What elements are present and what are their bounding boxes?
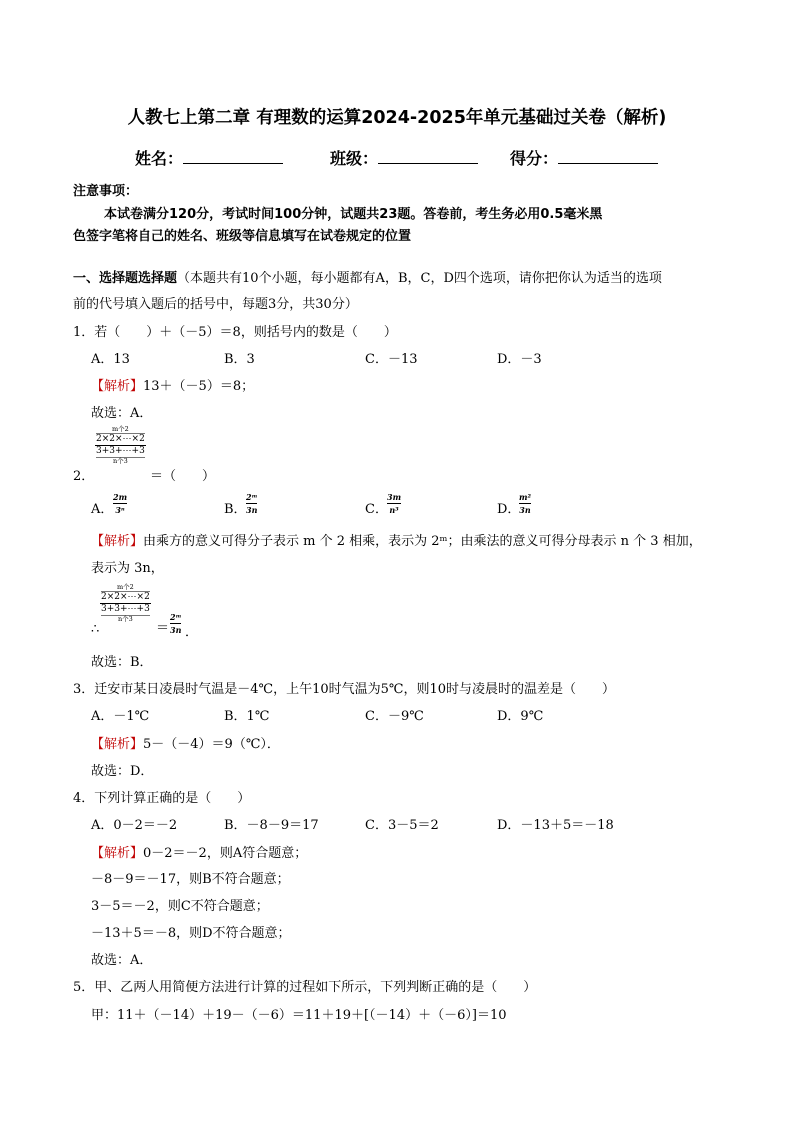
q2-option-d: D． — [497, 502, 521, 517]
class-blank[interactable] — [378, 149, 478, 164]
q2-option-c-frac — [387, 492, 401, 515]
section-1-header — [73, 267, 662, 286]
section-1-desc-2: 前的代号填入题后的括号中，每题3分，共30分） — [73, 297, 358, 312]
q2-option-c: C． — [365, 502, 388, 517]
notice-line-1: 本试卷满分120分，考试时间100分钟，试题共23题。答卷前，考生务必用0.5毫米黑 — [104, 207, 603, 222]
page-title: 人教七上第二章 有理数的运算2024-2025年单元基础过关卷（解析) — [127, 108, 667, 128]
q2-c-den: n³ — [389, 505, 399, 515]
q3-analysis — [91, 733, 280, 752]
class-label: 班级： — [330, 149, 379, 168]
q4-option-d: D．－13＋5＝－18 — [497, 818, 614, 833]
q2-repeat-n-label: n个3 — [117, 615, 133, 623]
q1-analysis — [91, 375, 254, 394]
q2-option-a: A． — [91, 502, 114, 517]
q2-option-d-frac — [519, 492, 531, 515]
q4-analysis-line-2: －8－9＝－17，则B不符合题意； — [91, 872, 290, 887]
q2-denominator: 3+3+⋯+3 — [96, 446, 145, 456]
q2-result-num: 2ᵐ — [170, 612, 182, 622]
q3-analysis-tag: 【解析】 — [91, 737, 144, 752]
q3-option-d: D．9℃ — [497, 709, 544, 724]
q2-n-label: n个3 — [112, 457, 128, 465]
q3-answer: 故选：D． — [91, 764, 154, 779]
q3-option-c: C．－9℃ — [365, 709, 424, 724]
q2-therefore: ∴ — [91, 622, 100, 637]
q1-analysis-text: 13＋（－5）＝8； — [143, 379, 255, 394]
q2-equals: ＝ — [156, 621, 170, 636]
q2-a-num: 2m — [113, 492, 128, 502]
q3-option-a: A．－1℃ — [91, 709, 150, 724]
score-field — [510, 146, 658, 169]
q2-b-num: 2ᵐ — [246, 492, 258, 502]
q2-analysis-line-1: 由乘方的意义可得分子表示 m 个 2 相乘，表示为 2ᵐ；由乘法的意义可得分母表示 n 个 3 相加， — [143, 534, 702, 549]
q2-numerator: 2×2×⋯×2 — [96, 434, 145, 444]
q2-option-b: B． — [224, 502, 247, 517]
q5-line-1: 甲：11＋（－14）＋19－（－6）＝11＋19＋[（－14）＋（－6）]＝10 — [91, 1008, 507, 1023]
q5-stem: 5．甲、乙两人用简便方法进行计算的过程如下所示，下列判断正确的是（ ） — [73, 980, 537, 995]
q2-result-den: 3n — [170, 625, 182, 635]
section-1-heading: 一、选择题选择题 — [73, 271, 178, 286]
q2-analysis-tag: 【解析】 — [91, 534, 144, 549]
q4-analysis-line-4: －13＋5＝－8，则D不符合题意； — [91, 926, 291, 941]
q2-result-frac — [170, 612, 181, 635]
notice-heading: 注意事项： — [73, 184, 139, 199]
q4-analysis-tag: 【解析】 — [91, 846, 144, 861]
q1-answer: 故选：A． — [91, 406, 153, 421]
q2-analysis — [91, 530, 702, 549]
q4-analysis-line-3: 3－5＝－2，则C不符合题意； — [91, 899, 269, 914]
q2-repeat-denominator: 3+3+⋯+3 — [101, 604, 150, 614]
score-label: 得分： — [510, 149, 559, 168]
q4-stem: 4．下列计算正确的是（ ） — [73, 791, 251, 806]
q2-option-b-frac — [246, 492, 257, 515]
name-label: 姓名： — [135, 149, 184, 168]
q1-option-c: C．－13 — [365, 352, 418, 367]
q2-expression — [95, 426, 146, 465]
q2-number: 2． — [73, 469, 95, 484]
q2-repeat-m-label: m个2 — [117, 583, 134, 591]
section-1-desc-1: （本题共有10个小题，每小题都有A，B，C，D四个选项，请你把你认为适当的选项 — [177, 271, 662, 286]
q4-option-b: B．－8－9＝17 — [224, 818, 319, 833]
name-blank[interactable] — [183, 149, 283, 164]
q2-analysis-line-2: 表示为 3n， — [91, 561, 164, 576]
q2-expression-repeat — [100, 584, 151, 623]
q2-a-den: 3ⁿ — [115, 505, 125, 515]
notice-line-2: 色签字笔将自己的姓名、班级等信息填写在试卷规定的位置 — [73, 229, 412, 244]
q3-option-b: B．1℃ — [224, 709, 270, 724]
q4-option-c: C．3－5＝2 — [365, 818, 439, 833]
name-field — [135, 146, 283, 169]
q1-option-a: A．13 — [91, 352, 130, 367]
q2-d-den: 3n — [519, 505, 531, 515]
q4-analysis — [91, 842, 307, 861]
q2-answer: 故选：B． — [91, 655, 153, 670]
q2-repeat-numerator: 2×2×⋯×2 — [101, 592, 150, 602]
q1-analysis-tag: 【解析】 — [91, 379, 144, 394]
q2-option-a-frac — [113, 492, 127, 515]
q1-option-d: D．－3 — [497, 352, 542, 367]
q2-b-den: 3n — [246, 505, 258, 515]
q3-analysis-text: 5－（－4）＝9（℃）． — [143, 737, 280, 752]
q2-c-num: 3m — [387, 492, 402, 502]
q3-stem: 3．迁安市某日凌晨时气温是－4℃，上午10时气温为5℃，则10时与凌晨时的温差是（ ） — [73, 682, 615, 697]
q1-option-b: B．3 — [224, 352, 255, 367]
q4-option-a: A．0－2＝－2 — [91, 818, 178, 833]
score-blank[interactable] — [558, 149, 658, 164]
q2-d-num: m² — [519, 492, 531, 502]
q2-result-end: ． — [185, 625, 199, 640]
q1-stem: 1．若（ ）＋（－5）＝8，则括号内的数是（ ） — [73, 325, 397, 340]
class-field — [330, 146, 478, 169]
q4-answer: 故选：A． — [91, 953, 153, 968]
q4-analysis-line-1: 0－2＝－2，则A符合题意； — [143, 846, 308, 861]
q2-tail: ＝（ ） — [150, 469, 216, 484]
q2-m-label: m个2 — [112, 425, 129, 433]
